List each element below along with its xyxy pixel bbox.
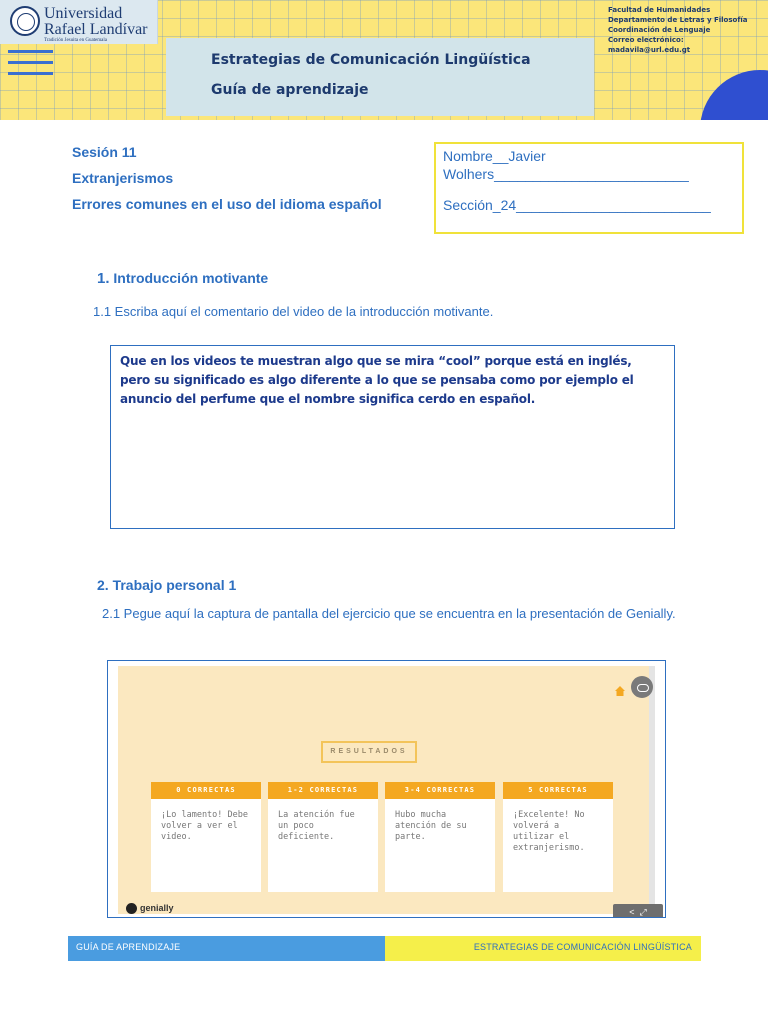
decorative-lines-icon (8, 50, 53, 83)
genially-brand-text: genially (140, 903, 174, 913)
genially-screenshot-frame (107, 660, 666, 918)
title-panel (166, 38, 594, 116)
session-subtopic: Errores comunes en el uso del idioma español (72, 196, 382, 212)
result-card (503, 782, 613, 892)
comment-answer-box[interactable] (110, 345, 675, 529)
faculty-line: Facultad de Humanidades (608, 6, 711, 14)
faculty-line: Coordinación de Lenguaje (608, 26, 711, 34)
section1-heading (97, 270, 268, 287)
result-card-text: ¡Excelente! No volverá a utilizar el extranjerismo. (513, 810, 585, 853)
result-card-header: 0 CORRECTAS (151, 782, 261, 799)
university-logo (0, 0, 158, 44)
decorative-arc (700, 70, 768, 120)
footer-right-text: ESTRATEGIAS DE COMUNICACIÓN LINGÜÍSTICA (473, 942, 692, 952)
footer-left-text: GUÍA DE APRENDIZAJE (76, 942, 181, 952)
screenshot-scrollbar (649, 666, 655, 914)
section1-number: 1. (97, 270, 110, 287)
session-number: Sesión 11 (72, 144, 137, 160)
page-header (0, 0, 768, 120)
result-card-text: La atención fue un poco deficiente. (278, 810, 355, 842)
result-card (385, 782, 495, 892)
section2-heading: 2. Trabajo personal 1 (97, 577, 237, 593)
faculty-email: Correo electrónico: madavila@url.edu.gt (608, 36, 691, 54)
result-card-header: 1-2 CORRECTAS (268, 782, 378, 799)
university-seal-icon (10, 6, 40, 36)
section1-prompt: 1.1 Escriba aquí el comentario del video de la introducción motivante. (93, 304, 494, 319)
fullscreen-icon[interactable]: ⤢ (639, 907, 647, 917)
university-motto: Tradición Jesuita en Guatemala (44, 38, 107, 43)
result-card-header: 3-4 CORRECTAS (385, 782, 495, 799)
result-card (268, 782, 378, 892)
results-label: RESULTADOS (321, 741, 417, 763)
student-name-field[interactable]: Nombre__Javier (443, 148, 546, 164)
result-card-text: Hubo mucha atención de su parte. (395, 810, 467, 842)
faculty-info (608, 5, 768, 55)
result-card-header: 5 CORRECTAS (503, 782, 613, 799)
share-icon[interactable]: < (629, 907, 635, 917)
university-name-line2: Rafael Landívar (44, 21, 148, 38)
genially-logo-icon (126, 903, 137, 914)
comment-answer-text: Que en los videos te muestran algo que se mira “cool” porque está en inglés, pero su significado es algo diferente a lo que se pensaba como por ejemplo el anuncio del perfume que el nombre significa cerdo en español. (120, 354, 634, 406)
result-card-text: ¡Lo lamento! Debe volver a ver el video. (161, 810, 248, 842)
faculty-line: Departamento de Letras y Filosofía (608, 16, 748, 24)
course-title: Estrategias de Comunicación Lingüística (211, 52, 531, 68)
session-topic: Extranjerismos (72, 170, 174, 186)
home-icon[interactable] (615, 686, 625, 696)
section1-title: Introducción motivante (113, 270, 269, 286)
section2-prompt: 2.1 Pegue aquí la captura de pantalla del ejercicio que se encuentra en la presentación de Genially. (102, 606, 676, 621)
result-card (151, 782, 261, 892)
university-name-line1: Universidad (44, 5, 123, 22)
genially-screenshot (118, 666, 655, 917)
guide-title: Guía de aprendizaje (211, 82, 369, 98)
cloud-icon[interactable] (631, 676, 653, 698)
share-fullscreen-bar[interactable] (613, 904, 663, 918)
student-name-field-cont[interactable]: Wolhers_________________________ (443, 166, 689, 182)
genially-brand (126, 903, 174, 914)
student-section-field[interactable]: Sección_24_________________________ (443, 197, 711, 213)
